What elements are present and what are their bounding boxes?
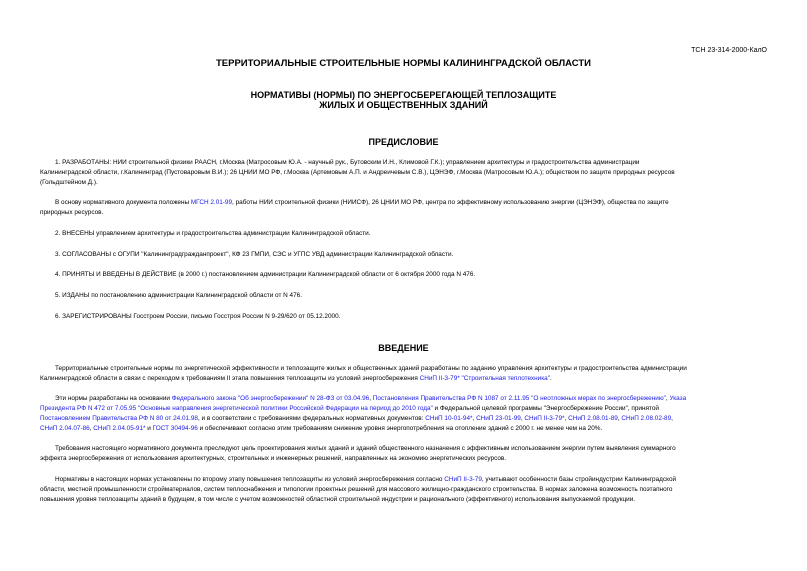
link-resolution-80[interactable]: Постановлением Правительства РФ N 80 от 24.01.98: [40, 415, 198, 422]
intro-paragraph-1: Территориальные строительные нормы по энергетической эффективности и теплозащите жилых и общественных зданий разработаны по заданию управления архитектуры и градостроительства администрации Калининградской области в связи с переходом к требованиям II этапа повышения теплозащиты из условий энергосбережения СНиП II-3-79* "Строительная теплотехника".: [40, 365, 687, 382]
link-federal-law[interactable]: Федерального закона "Об энергосбережении" N 28-ФЗ от 03.04.96: [171, 395, 370, 402]
subtitle-line-2: ЖИЛЫХ И ОБЩЕСТВЕННЫХ ЗДАНИЙ: [319, 100, 488, 110]
preface-paragraph-3: 2. ВНЕСЕНЫ управлением архитектуры и градостроительства администрации Калининградской области.: [55, 230, 371, 237]
document-subtitle: [0, 90, 807, 110]
link-snip-2-04-05-91[interactable]: СНиП 2.04.05-91*: [93, 425, 146, 432]
link-snip-ii-3-79[interactable]: СНиП II-3-79* "Строительная теплотехника": [419, 375, 550, 382]
intro-paragraph-2: Эти нормы разработаны на основании Федерального закона "Об энергосбережении" N 28-ФЗ от 03.04.96, Постановления Правительства РФ N 1087 от 2.11.95 "О неотложных мерах по энергосбережению", Указа Президента РФ N 472 от 7.05.95 "Основные направления энергетической политики Российской Федерации на период до 2010 года" и Федеральной целевой программы "Энергосбережение России", принятой Постановлением Правительства РФ N 80 от 24.01.98, и в соответствии с требованиями федеральных нормативных документов: СНиП 10-01-94*, СНиП 23-01-99, СНиП II-3-79*, СНиП 2.08.01-89, СНиП 2.08.02-89, СНиП 2.04.07-86, СНиП 2.04.05-91* и ГОСТ 30494-96 и обеспечивают согласно этим требованиям снижение уровня энергопотребления на отопление зданий с 2000 г. не менее чем на 20%.: [40, 395, 687, 432]
link-snip-2-08-02-89[interactable]: СНиП 2.08.02-89: [621, 415, 672, 422]
link-snip-ii-3-79-c[interactable]: СНиП II-3-79: [444, 476, 482, 483]
intro-heading: ВВЕДЕНИЕ: [378, 343, 429, 353]
link-decree-472[interactable]: Президента РФ N 472 от 7.05.95 "Основные направления энергетической политики Российской Федерации на период до 2010 года": [40, 405, 433, 412]
link-snip-2-04-07-86[interactable]: СНиП 2.04.07-86: [40, 425, 90, 432]
document-code: ТСН 23-314-2000-КалО: [691, 47, 767, 54]
link-snip-ii-3-79-b[interactable]: СНиП II-3-79*: [524, 415, 565, 422]
document-title: ТЕРРИТОРИАЛЬНЫЕ СТРОИТЕЛЬНЫЕ НОРМЫ КАЛИНИНГРАДСКОЙ ОБЛАСТИ: [215, 58, 592, 69]
subtitle-line-1: НОРМАТИВЫ (НОРМЫ) ПО ЭНЕРГОСБЕРЕГАЮЩЕЙ ТЕПЛОЗАЩИТЕ: [250, 90, 557, 100]
preface-paragraph-7: 6. ЗАРЕГИСТРИРОВАНЫ Госстроем России, письмо Госстроя России N 9-29/620 от 05.12.2000.: [55, 313, 341, 320]
link-mgsn[interactable]: МГСН 2.01-99: [190, 199, 233, 206]
preface-heading: ПРЕДИСЛОВИЕ: [368, 137, 439, 147]
link-snip-10-01-94[interactable]: СНиП 10-01-94*: [425, 415, 473, 422]
link-gost-30494-96[interactable]: ГОСТ 30494-96: [152, 425, 198, 432]
link-government-resolution-1087[interactable]: Постановления Правительства РФ N 1087 от 2.11.95 "О неотложных мерах по энергосбережению": [372, 395, 666, 402]
link-snip-23-01-99[interactable]: СНиП 23-01-99: [476, 415, 521, 422]
preface-paragraph-4: 3. СОГЛАСОВАНЫ с ОГУПИ "Калининградгражданпроект", КФ 23 ГМПИ, СЭС и УГПС УВД администрации Калининградской области.: [55, 251, 454, 258]
preface-paragraph-2: В основу нормативного документа положены МГСН 2.01-99, работы НИИ строительной физики (НИИСФ), 26 ЦНИИ МО РФ, центра по эффективному использованию энергии (ЦЭНЭФ), общества по защите природных ресурсов.: [40, 199, 669, 216]
intro-paragraph-4: Нормативы в настоящих нормах установлены по второму этапу повышения теплозащиты из условий энергосбережения согласно СНиП II-3-79, учитывают особенности базы стройиндустрии Калининградской области, местной промышленности стройматериалов, систем теплоснабжения и типологии проектных решений для массового жилищно-гражданского строительства. В нормах заложена возможность поэтапного повышения уровня теплозащиты зданий в будущем, в том числе с учетом возможностей областной строительной индустрии и рационального (эффективного) использования выпускаемой продукции.: [40, 476, 677, 503]
preface-paragraph-6: 5. ИЗДАНЫ по постановлению администрации Калининградской области от N 476.: [55, 292, 302, 299]
preface-paragraph-1: 1. РАЗРАБОТАНЫ: НИИ строительной физики РААСН, г.Москва (Матросовым Ю.А. - научный рук., Бутовским И.Н., Климовой Г.К.); управлением архитектуры и градостроительства администрации Калининградской области, г.Калининград (Пустоваровым В.И.); 26 ЦНИИ МО РФ, г.Москва (Артемовым А.П. и Андреичевым С.В.), ЦЭНЭФ, г.Москва (Матросовым Ю.А.); обществом по защите природных ресурсов (Гольдштейном Д.).: [40, 159, 675, 186]
link-decree[interactable]: Указа: [669, 395, 687, 402]
link-snip-2-08-01-89[interactable]: СНиП 2.08.01-89: [568, 415, 618, 422]
intro-paragraph-3: Требования настоящего нормативного документа преследуют цель проектирования жилых зданий и зданий общественного назначения с эффективным использованием энергии путем выявления суммарного эффекта энергосбережения от использования архитектурных, строительных и инженерных решений, направленных на экономию энергетических ресурсов.: [40, 445, 676, 462]
preface-paragraph-5: 4. ПРИНЯТЫ И ВВЕДЕНЫ В ДЕЙСТВИЕ (в 2000 г.) постановлением администрации Калининградской области от 6 октября 2000 года N 476.: [55, 271, 476, 278]
